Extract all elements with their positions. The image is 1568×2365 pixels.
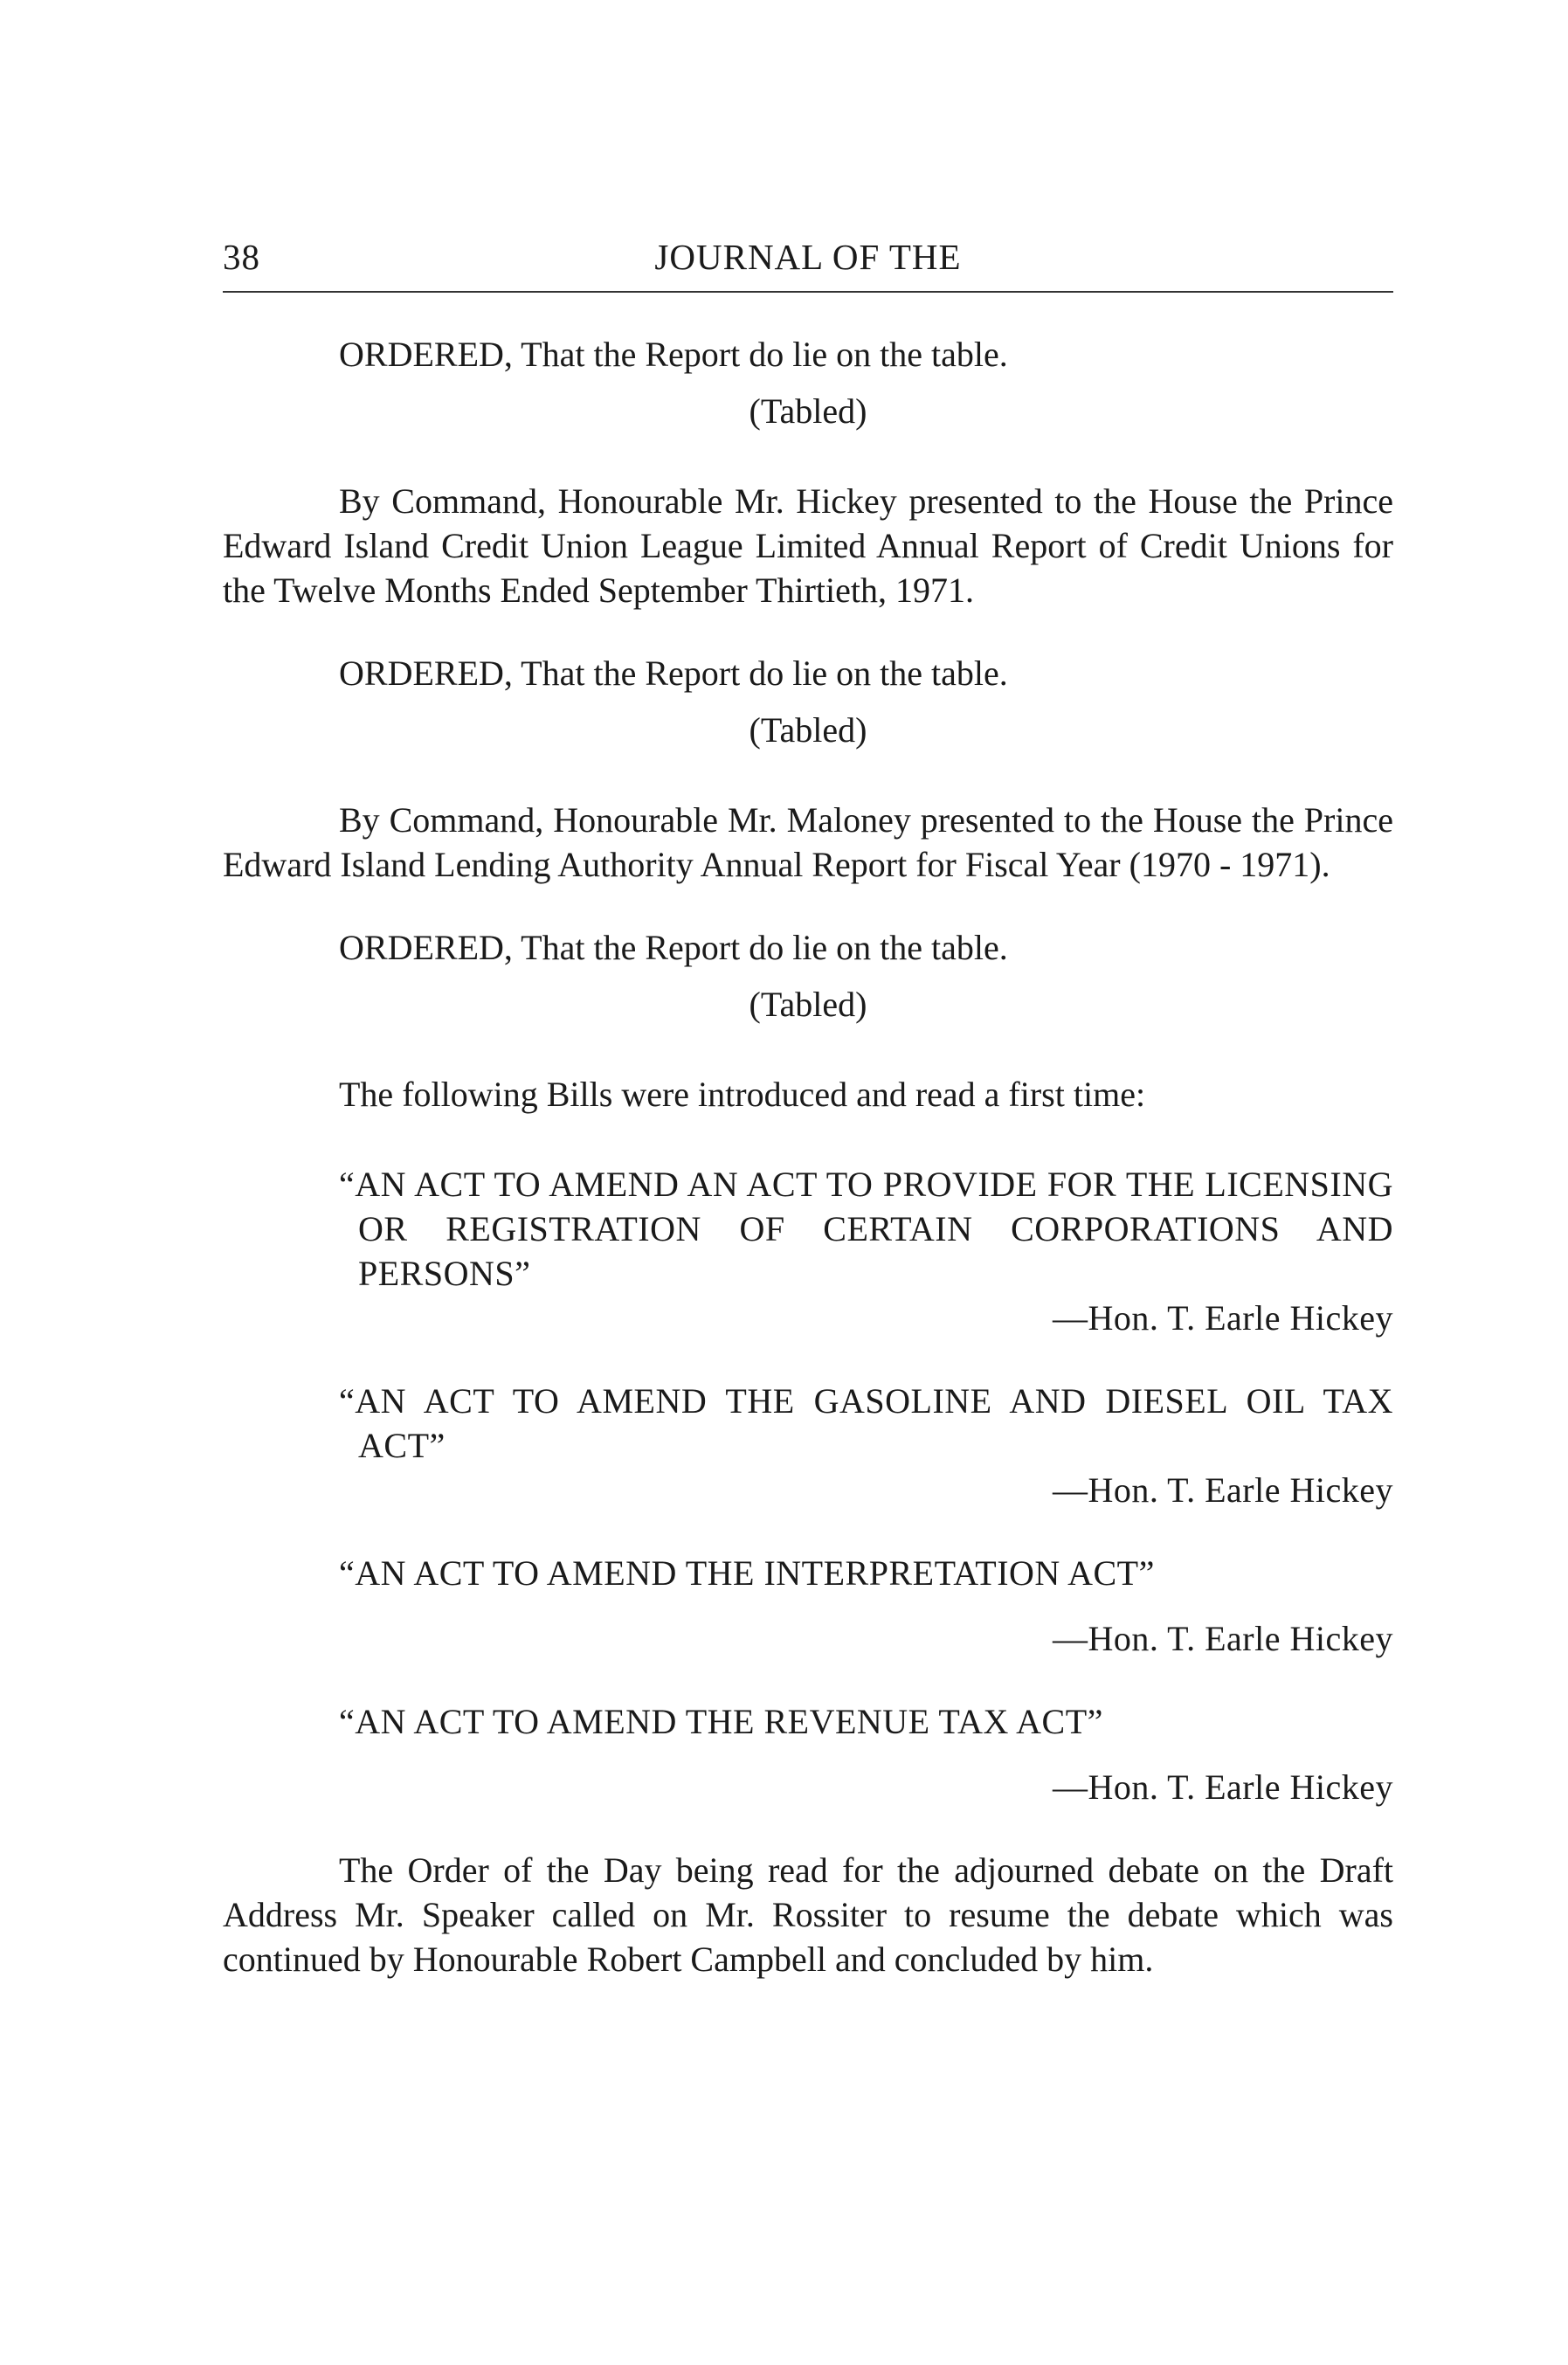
bill-sponsor: —Hon. T. Earle Hickey bbox=[1052, 1767, 1393, 1807]
closing-paragraph: The Order of the Day being read for the adjourned debate on the Draft Address Mr. Speaker called on Mr. Rossiter to resume the debate which was continued by Honourable Robert Campbell and concluded by him. bbox=[223, 1850, 1393, 1979]
bill-title: “AN ACT TO AMEND AN ACT TO PROVIDE FOR THE LICENSING OR REGISTRATION OF CERTAIN CORPORATIONS AND PERSONS” bbox=[339, 1165, 1393, 1293]
ordered-statement: ORDERED, That the Report do lie on the table. bbox=[339, 335, 1008, 374]
journal-page bbox=[223, 236, 1393, 1979]
tabled-note: (Tabled) bbox=[749, 391, 867, 431]
bill-entry bbox=[223, 1699, 1393, 1809]
bill-sponsor: —Hon. T. Earle Hickey bbox=[1052, 1298, 1393, 1338]
tabled-note: (Tabled) bbox=[749, 985, 867, 1024]
command-paragraph: By Command, Honourable Mr. Maloney presented to the House the Prince Edward Island Lending Authority Annual Report for Fiscal Year (1970 - 1971). bbox=[223, 800, 1393, 884]
bill-entry bbox=[223, 1162, 1393, 1340]
bill-title: “AN ACT TO AMEND THE INTERPRETATION ACT” bbox=[339, 1553, 1155, 1593]
bill-title: “AN ACT TO AMEND THE REVENUE TAX ACT” bbox=[339, 1702, 1103, 1741]
ordered-statement: ORDERED, That the Report do lie on the table. bbox=[339, 653, 1008, 693]
bill-entry bbox=[223, 1379, 1393, 1512]
running-head: JOURNAL OF THE bbox=[654, 237, 962, 277]
page-body bbox=[223, 332, 1393, 1981]
page-number: 38 bbox=[223, 237, 260, 277]
command-paragraph: By Command, Honourable Mr. Hickey presented to the House the Prince Edward Island Credit Union League Limited Annual Report of Credit Unions for the Twelve Months Ended September Thirtieth, 1971. bbox=[223, 481, 1393, 610]
bill-title: “AN ACT TO AMEND THE GASOLINE AND DIESEL OIL TAX ACT” bbox=[339, 1381, 1393, 1465]
tabled-note: (Tabled) bbox=[749, 710, 867, 750]
bills-intro: The following Bills were introduced and read a first time: bbox=[339, 1075, 1146, 1114]
bill-entry bbox=[223, 1551, 1393, 1661]
bill-sponsor: —Hon. T. Earle Hickey bbox=[1052, 1619, 1393, 1658]
ordered-statement: ORDERED, That the Report do lie on the table. bbox=[339, 928, 1008, 967]
header-rule bbox=[223, 291, 1393, 293]
page-header bbox=[223, 236, 1393, 288]
bill-sponsor: —Hon. T. Earle Hickey bbox=[1052, 1470, 1393, 1510]
